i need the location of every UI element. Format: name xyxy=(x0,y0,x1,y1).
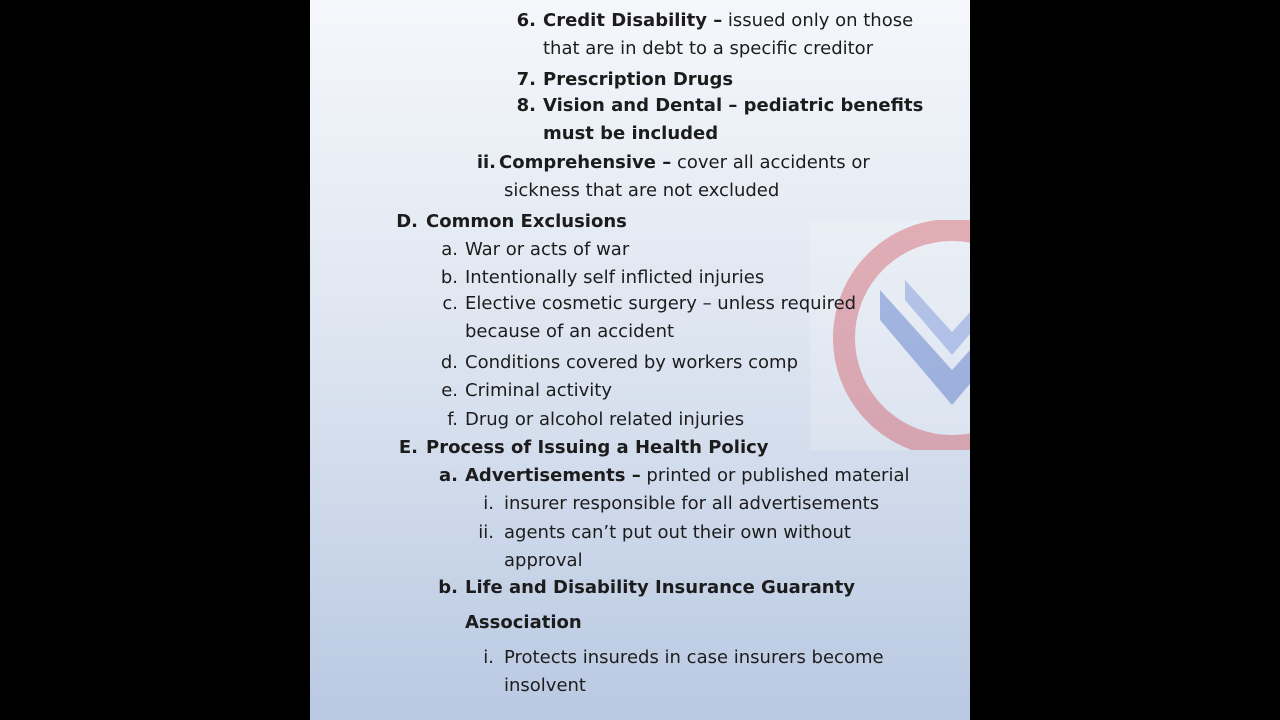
list-number: 8. xyxy=(516,95,536,116)
item-text: because of an accident xyxy=(465,321,675,342)
list-number: f. xyxy=(447,409,458,430)
item-heading: Association xyxy=(465,612,582,633)
item-text: printed or published material xyxy=(640,465,910,486)
item-heading: Prescription Drugs xyxy=(543,69,734,90)
list-number: D. xyxy=(396,211,418,232)
item-text: approval xyxy=(504,550,583,571)
item-heading: Common Exclusions xyxy=(426,211,627,232)
item-heading: Process of Issuing a Health Policy xyxy=(426,437,769,458)
item-text: insurer responsible for all advertisements xyxy=(504,493,880,514)
item-text: Protects insureds in case insurers become xyxy=(504,647,884,668)
item-text: War or acts of war xyxy=(465,239,630,260)
list-number: i. xyxy=(483,493,494,514)
list-number: a. xyxy=(439,465,458,486)
list-number: ii. xyxy=(476,152,496,173)
item-text: issued only on those xyxy=(722,10,914,31)
list-number: 7. xyxy=(516,69,536,90)
document-page xyxy=(310,0,970,720)
item-text: cover all accidents or xyxy=(671,152,870,173)
item-heading: must be included xyxy=(543,123,719,144)
list-number: ii. xyxy=(478,522,494,543)
list-number: i. xyxy=(483,647,494,668)
item-text: agents can’t put out their own without xyxy=(504,522,851,543)
list-number: b. xyxy=(440,267,458,288)
list-number: d. xyxy=(440,352,458,373)
item-heading: Life and Disability Insurance Guaranty xyxy=(465,577,855,598)
list-number: a. xyxy=(441,239,458,260)
list-number: b. xyxy=(438,577,458,598)
list-number: c. xyxy=(442,293,458,314)
item-text: Drug or alcohol related injuries xyxy=(465,409,745,430)
item-heading: Credit Disability – xyxy=(543,10,723,31)
item-heading: Comprehensive – xyxy=(499,152,672,173)
list-number: 6. xyxy=(516,10,536,31)
item-text: Criminal activity xyxy=(465,380,613,401)
list-number: e. xyxy=(441,380,458,401)
list-number: E. xyxy=(398,437,418,458)
item-text: Intentionally self inflicted injuries xyxy=(465,267,765,288)
item-text: that are in debt to a specific creditor xyxy=(543,38,874,59)
item-text: sickness that are not excluded xyxy=(504,180,780,201)
item-heading: Advertisements – xyxy=(465,465,641,486)
shield-logo-watermark xyxy=(810,220,970,450)
item-text: insolvent xyxy=(504,675,586,696)
item-text: Elective cosmetic surgery – unless required xyxy=(465,293,857,314)
item-text: Conditions covered by workers comp xyxy=(465,352,799,373)
item-heading: Vision and Dental – pediatric benefits xyxy=(543,95,924,116)
